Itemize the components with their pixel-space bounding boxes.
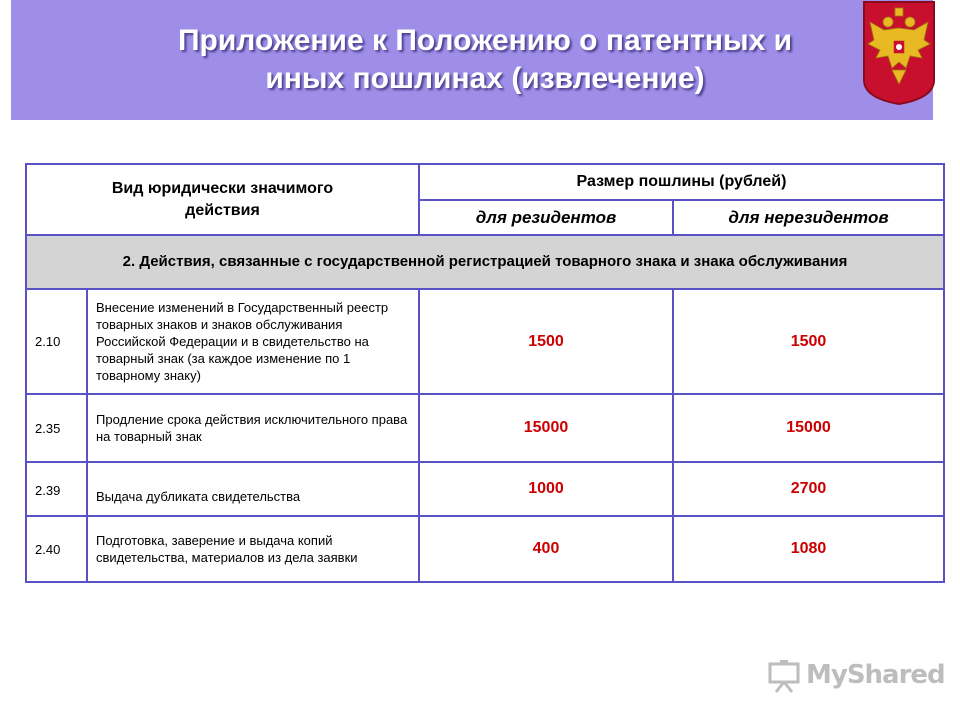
fee-nonresident: 2700 [673, 462, 944, 516]
header-row-top [26, 164, 944, 200]
header-fee-size: Размер пошлины (рублей) [419, 164, 944, 200]
fee-nonresident: 1080 [673, 516, 944, 582]
slide-title-line-2: иных пошлинах (извлечение) [265, 62, 705, 95]
russian-coat-of-arms-icon [862, 0, 936, 106]
fee-nonresident: 1500 [673, 289, 944, 394]
row-description: Выдача дубликата свидетельства [87, 462, 419, 516]
myshared-logo-text: MyShared [806, 660, 945, 690]
table-row [26, 394, 944, 462]
row-number: 2.40 [26, 516, 87, 582]
slide-title [60, 22, 910, 98]
row-number: 2.39 [26, 462, 87, 516]
myshared-logo [768, 656, 945, 696]
presentation-board-icon [768, 660, 802, 694]
header-residents: для резидентов [419, 200, 673, 235]
row-description: Подготовка, заверение и выдача копий свидетельства, материалов из дела заявки [87, 516, 419, 582]
fee-resident: 1000 [419, 462, 673, 516]
section-row [26, 235, 944, 289]
header-nonresidents: для нерезидентов [673, 200, 944, 235]
fee-resident: 15000 [419, 394, 673, 462]
table-row [26, 289, 944, 394]
row-number: 2.10 [26, 289, 87, 394]
row-number: 2.35 [26, 394, 87, 462]
fee-table [25, 163, 945, 583]
fee-resident: 1500 [419, 289, 673, 394]
section-title: 2. Действия, связанные с государственной регистрацией товарного знака и знака обслуживания [26, 235, 944, 289]
fee-resident: 400 [419, 516, 673, 582]
table-row [26, 462, 944, 516]
row-description: Внесение изменений в Государственный реестр товарных знаков и знаков обслуживания Российской Федерации и в свидетельство на товарный знак (за каждое изменение по 1 товарному знаку) [87, 289, 419, 394]
slide-title-line-1: Приложение к Положению о патентных и [177, 24, 793, 57]
header-action-type: Вид юридически значимого действия [26, 164, 419, 235]
fee-nonresident: 15000 [673, 394, 944, 462]
row-description: Продление срока действия исключительного права на товарный знак [87, 394, 419, 462]
table-row [26, 516, 944, 582]
